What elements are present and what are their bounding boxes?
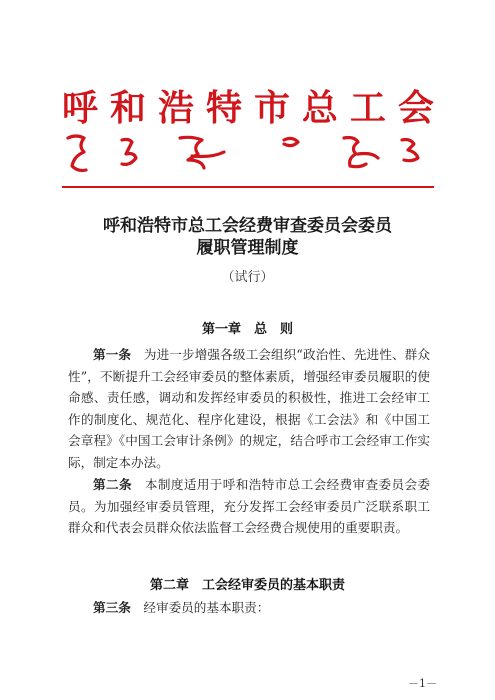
article-paragraph: [68, 474, 430, 539]
article-text: 为进一步增强各级工会组织“政治性、先进性、群众性”，不断提升工会经审委员的整体素质，增强经审委员履职的使命感、责任感，调动和发挥经审委员的积极性，推进工会经审工作的制度化、规范化、程序化建设，根据《工会法》和《中国工会章程》《中国工会审计条例》的规定，结合呼市工会经审工作实际，制定本办法。: [68, 347, 430, 470]
article-paragraph: [68, 344, 430, 474]
letterhead-char: 呼: [62, 87, 99, 129]
article-text: 本制度适用于呼和浩特市总工会经费审查委员会委员。为加强经审委员管理，充分发挥工会经审委员广泛联系职工群众和代表会员群众依法监督工会经费合规使用的重要职责。: [68, 477, 431, 536]
article-paragraph: [68, 597, 430, 619]
letterhead-char: 特: [205, 87, 242, 129]
letterhead-char: 会: [397, 87, 434, 129]
mongolian-script-graphic: [62, 130, 434, 180]
document-title: [0, 215, 495, 259]
letterhead-char: 工: [349, 87, 386, 129]
chapter-heading: 第一章 总 则: [201, 322, 293, 337]
letterhead-char: 浩: [157, 87, 194, 129]
title-line-2: 履职管理制度: [196, 238, 299, 258]
header-divider: [62, 186, 434, 188]
article-text: 经审委员的基本职责：: [143, 600, 270, 615]
letterhead-char: 和: [109, 87, 146, 129]
article-label: 第二条: [93, 477, 132, 492]
letterhead-char: 总: [301, 87, 338, 129]
page-number: －1－: [408, 677, 437, 690]
article-label: 第一条: [93, 347, 132, 362]
article-label: 第三条: [93, 600, 131, 615]
mongolian-script-logo: [62, 130, 434, 180]
letterhead-char: 市: [253, 87, 290, 129]
chapter-heading: 第二章 工会经审委员的基本职责: [149, 578, 345, 593]
title-line-1: 呼和浩特市总工会经费审查委员会委员: [103, 216, 392, 236]
document-subtitle: （试行）: [221, 270, 274, 285]
letterhead-title: [62, 88, 434, 128]
